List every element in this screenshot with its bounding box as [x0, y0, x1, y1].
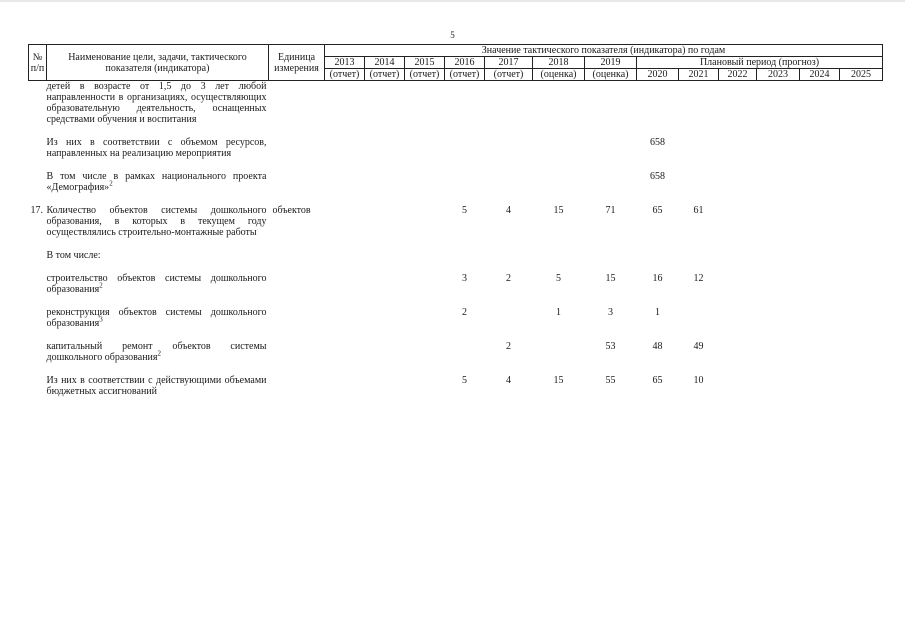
value-cell: [719, 250, 757, 261]
value-cell: [325, 273, 365, 295]
value-cell: [757, 205, 800, 238]
header-year-note: (оценка): [585, 69, 637, 81]
value-cell: [840, 250, 883, 261]
value-cell: [325, 205, 365, 238]
row-number: [29, 171, 47, 193]
table-header: [29, 45, 883, 81]
footnote-mark: 3: [99, 315, 103, 324]
value-cell: 5: [556, 273, 561, 284]
row-unit: [269, 137, 325, 159]
value-cell: [325, 81, 365, 126]
value-cell: [405, 205, 445, 238]
header-year-note: (отчет): [445, 69, 485, 81]
value-cell: [800, 137, 840, 159]
header-year-note: (оценка): [533, 69, 585, 81]
header-year: 2018: [533, 57, 585, 69]
row-spacer: [29, 159, 883, 171]
value-cell: [800, 205, 840, 238]
value-cell: 2: [506, 341, 511, 352]
footnote-mark: 2: [109, 179, 113, 188]
value-cell: [757, 137, 800, 159]
value-cell: [365, 81, 405, 126]
value-cell: [679, 81, 719, 126]
header-plan-year: 2023: [757, 69, 800, 81]
value-cell: [840, 273, 883, 295]
row-unit: объектов: [272, 205, 311, 216]
spacer-cell: [29, 125, 883, 137]
scan-edge: [0, 0, 905, 2]
value-cell: 1: [655, 307, 660, 318]
spacer-cell: [29, 159, 883, 171]
value-cell: 15: [553, 375, 564, 386]
header-year: 2015: [405, 57, 445, 69]
header-plan-year: 2024: [800, 69, 840, 81]
value-cell: 49: [693, 341, 704, 352]
header-plan-year: 2022: [719, 69, 757, 81]
value-cell: [533, 250, 585, 261]
table-row: [29, 341, 883, 363]
value-cell: [679, 250, 719, 261]
value-cell: [719, 137, 757, 159]
value-cell: [719, 341, 757, 363]
value-cell: 1: [556, 307, 561, 318]
value-cell: 5: [462, 205, 467, 216]
row-unit: [269, 250, 325, 261]
value-cell: [757, 307, 800, 329]
row-number: [29, 137, 47, 159]
value-cell: [585, 81, 637, 126]
row-name-cell: [47, 137, 269, 159]
row-name: Количество объектов системы дошкольного образования, в которых в текущем году осуществлялись строительно-монтажные работы: [46, 205, 267, 238]
value-cell: 48: [652, 341, 663, 352]
value-cell: [719, 273, 757, 295]
spacer-cell: [29, 329, 883, 341]
row-name-cell: [47, 341, 269, 363]
indicator-table: [28, 44, 883, 397]
row-name: Из них в соответствии с действующими объемами бюджетных ассигнований: [46, 375, 267, 397]
value-cell: 15: [605, 273, 616, 284]
header-year: 2013: [325, 57, 365, 69]
value-cell: [800, 375, 840, 397]
value-cell: 4: [506, 205, 511, 216]
row-spacer: [29, 295, 883, 307]
row-number: 17.: [30, 205, 43, 216]
page-number: 5: [450, 30, 455, 40]
row-unit: [269, 341, 325, 363]
row-name: капитальный ремонт объектов системы дошкольного образования: [46, 341, 267, 363]
value-cell: [485, 137, 533, 159]
value-cell: [719, 375, 757, 397]
value-cell: [365, 137, 405, 159]
spacer-cell: [29, 261, 883, 273]
value-cell: [757, 250, 800, 261]
value-cell: [800, 341, 840, 363]
spacer-cell: [29, 193, 883, 205]
row-name-cell: [47, 205, 269, 238]
table-row: [29, 307, 883, 329]
row-spacer: [29, 261, 883, 273]
header-plan-year: 2021: [679, 69, 719, 81]
row-unit: [269, 81, 325, 126]
value-cell: [365, 375, 405, 397]
value-cell: [800, 171, 840, 193]
header-unit: Единица измерения: [269, 45, 325, 81]
table-body: [29, 81, 883, 398]
value-cell: [840, 171, 883, 193]
value-cell: [325, 171, 365, 193]
row-unit: [269, 375, 325, 397]
value-cell: [445, 137, 485, 159]
row-spacer: [29, 363, 883, 375]
value-cell: [405, 171, 445, 193]
value-cell: [800, 307, 840, 329]
header-year: 2019: [585, 57, 637, 69]
value-cell: [405, 137, 445, 159]
row-unit: [269, 273, 325, 295]
value-cell: 15: [553, 205, 564, 216]
value-cell: [840, 81, 883, 126]
value-cell: [757, 81, 800, 126]
table-row: [29, 375, 883, 397]
value-cell: [533, 341, 585, 363]
value-cell: [325, 375, 365, 397]
value-cell: [757, 273, 800, 295]
value-cell: [405, 250, 445, 261]
value-cell: [325, 307, 365, 329]
table-row: [29, 137, 883, 159]
value-cell: [719, 81, 757, 126]
value-cell: 12: [693, 273, 704, 284]
row-spacer: [29, 125, 883, 137]
value-cell: [405, 273, 445, 295]
value-cell: [445, 171, 485, 193]
value-cell: [585, 171, 637, 193]
header-plan-year: 2025: [840, 69, 883, 81]
value-cell: [840, 375, 883, 397]
value-cell: 2: [506, 273, 511, 284]
value-cell: [533, 171, 585, 193]
value-cell: 3: [462, 273, 467, 284]
value-cell: [445, 81, 485, 126]
value-cell: 65: [652, 205, 663, 216]
header-year-note: (отчет): [485, 69, 533, 81]
row-name-cell: [47, 81, 269, 126]
row-name: Из них в соответствии с объемом ресурсов, направленных на реализацию мероприятия: [46, 137, 267, 159]
value-cell: [757, 171, 800, 193]
table-row: [29, 250, 883, 261]
value-cell: [325, 137, 365, 159]
value-cell: [719, 307, 757, 329]
value-cell: [533, 137, 585, 159]
table-row: [29, 205, 883, 238]
indicator-table-container: [28, 44, 882, 397]
value-cell: [585, 137, 637, 159]
value-cell: [637, 81, 679, 126]
value-cell: [405, 341, 445, 363]
header-year: 2014: [365, 57, 405, 69]
table-row: [29, 171, 883, 193]
value-cell: 53: [605, 341, 616, 352]
row-number: [29, 250, 47, 261]
spacer-cell: [29, 295, 883, 307]
value-cell: 61: [693, 205, 704, 216]
value-cell: [365, 273, 405, 295]
row-spacer: [29, 193, 883, 205]
value-cell: [757, 341, 800, 363]
value-cell: 16: [652, 273, 663, 284]
row-unit: [269, 171, 325, 193]
value-cell: [365, 171, 405, 193]
value-cell: [445, 341, 485, 363]
header-plan-year: 2020: [637, 69, 679, 81]
value-cell: [679, 137, 719, 159]
row-name-cell: [47, 273, 269, 295]
value-cell: [719, 171, 757, 193]
row-name: В том числе в рамках национального проекта «Демография»: [46, 171, 267, 193]
value-cell: 55: [605, 375, 616, 386]
row-number: [29, 273, 47, 295]
value-cell: [800, 250, 840, 261]
value-cell: [679, 307, 719, 329]
value-cell: 658: [650, 137, 665, 148]
value-cell: [485, 250, 533, 261]
header-year-note: (отчет): [405, 69, 445, 81]
row-name: строительство объектов системы дошкольного образования: [46, 273, 267, 295]
row-name-cell: [47, 375, 269, 397]
value-cell: [365, 205, 405, 238]
value-cell: [533, 81, 585, 126]
value-cell: 2: [462, 307, 467, 318]
row-name: В том числе:: [46, 250, 101, 261]
row-unit: [269, 307, 325, 329]
header-year: 2017: [485, 57, 533, 69]
row-number: [29, 81, 47, 126]
footnote-mark: 2: [157, 349, 162, 358]
row-name-cell: [47, 307, 269, 329]
value-cell: [365, 341, 405, 363]
value-cell: [757, 375, 800, 397]
row-name-cell: [47, 250, 269, 261]
row-name: детей в возрасте от 1,5 до 3 лет любой направленности в организациях, осуществляющих образовательную деятельность, оснащенных средствами обучения и воспитания: [46, 81, 267, 125]
header-values-group: Значение тактического показателя (индикатора) по годам: [325, 45, 883, 57]
value-cell: 65: [652, 375, 663, 386]
value-cell: [325, 341, 365, 363]
value-cell: [485, 171, 533, 193]
value-cell: 5: [462, 375, 467, 386]
value-cell: 3: [608, 307, 613, 318]
value-cell: [365, 307, 405, 329]
value-cell: [637, 250, 679, 261]
row-number: [29, 375, 47, 397]
value-cell: [840, 341, 883, 363]
header-year-note: (отчет): [365, 69, 405, 81]
header-num: № п/п: [29, 45, 47, 81]
value-cell: [800, 81, 840, 126]
table-row: [29, 273, 883, 295]
header-year: 2016: [445, 57, 485, 69]
value-cell: [679, 171, 719, 193]
spacer-cell: [29, 363, 883, 375]
value-cell: [405, 307, 445, 329]
value-cell: 71: [605, 205, 616, 216]
value-cell: [840, 307, 883, 329]
value-cell: [325, 250, 365, 261]
header-plan-group: Плановый период (прогноз): [637, 57, 883, 69]
value-cell: [365, 250, 405, 261]
value-cell: 10: [693, 375, 704, 386]
value-cell: 4: [506, 375, 511, 386]
value-cell: [485, 81, 533, 126]
value-cell: [840, 137, 883, 159]
row-name: реконструкция объектов системы дошкольного образования: [46, 307, 267, 329]
row-number: [29, 341, 47, 363]
value-cell: 658: [650, 171, 665, 182]
row-spacer: [29, 238, 883, 250]
spacer-cell: [29, 238, 883, 250]
value-cell: [485, 307, 533, 329]
value-cell: [585, 250, 637, 261]
footnote-mark: 2: [99, 281, 103, 290]
value-cell: [719, 205, 757, 238]
value-cell: [445, 250, 485, 261]
header-name: Наименование цели, задачи, тактического показателя (индикатора): [47, 45, 269, 81]
row-number: [29, 307, 47, 329]
value-cell: [405, 375, 445, 397]
header-year-note: (отчет): [325, 69, 365, 81]
value-cell: [405, 81, 445, 126]
row-name-cell: [47, 171, 269, 193]
row-spacer: [29, 329, 883, 341]
table-row: [29, 81, 883, 126]
value-cell: [800, 273, 840, 295]
value-cell: [840, 205, 883, 238]
